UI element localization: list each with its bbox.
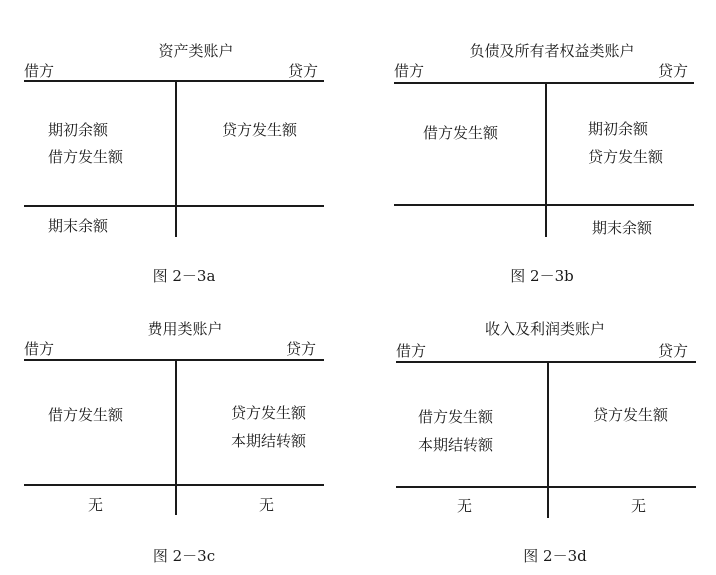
account-b-balance-rule	[394, 204, 694, 206]
account-c-balance-rule	[24, 484, 324, 486]
account-b-credit-label: 贷方	[658, 62, 689, 80]
account-a-credit-entry-1: 贷方发生额	[222, 121, 298, 139]
account-c-credit-ending: 无	[259, 496, 275, 514]
account-d-debit-entry-1: 借方发生额	[418, 408, 494, 426]
account-a-credit-label: 贷方	[288, 62, 319, 80]
account-a-title: 资产类账户	[158, 42, 234, 60]
account-c-debit-ending: 无	[88, 496, 104, 514]
account-a-debit-entry-1: 期初余额	[48, 121, 109, 139]
account-b-top-rule	[394, 82, 694, 84]
account-c-debit-entry-1: 借方发生额	[48, 406, 124, 424]
account-c-debit-label: 借方	[24, 340, 55, 358]
account-c-center-rule	[175, 359, 177, 515]
account-b-caption: 图 2－3b	[510, 267, 574, 285]
account-a-balance-rule	[24, 205, 324, 207]
account-b-credit-ending: 期末余额	[592, 219, 653, 237]
account-a-debit-entry-2: 借方发生额	[48, 148, 124, 166]
account-a-top-rule	[24, 80, 324, 82]
account-c-caption: 图 2－3c	[152, 547, 216, 565]
account-b-credit-entry-1: 期初余额	[588, 120, 649, 138]
account-d-title: 收入及利润类账户	[484, 320, 606, 338]
account-d-top-rule	[396, 361, 696, 363]
account-d-debit-ending: 无	[457, 497, 473, 515]
account-d-credit-label: 贷方	[658, 342, 689, 360]
account-a-debit-label: 借方	[24, 62, 55, 80]
account-b-debit-label: 借方	[394, 62, 425, 80]
account-b-credit-entry-2: 贷方发生额	[588, 148, 664, 166]
account-c-credit-entry-1: 贷方发生额	[231, 404, 307, 422]
account-d-credit-ending: 无	[631, 497, 647, 515]
account-d-center-rule	[547, 361, 549, 518]
account-b-center-rule	[545, 82, 547, 237]
account-c-credit-entry-2: 本期结转额	[231, 432, 307, 450]
account-a-debit-ending: 期末余额	[48, 217, 109, 235]
account-c-top-rule	[24, 359, 324, 361]
account-a-caption: 图 2－3a	[152, 267, 216, 285]
account-a-center-rule	[175, 80, 177, 237]
account-d-balance-rule	[396, 486, 696, 488]
account-b-title: 负债及所有者权益类账户	[469, 42, 635, 60]
account-d-debit-entry-2: 本期结转额	[418, 436, 494, 454]
account-d-caption: 图 2－3d	[523, 547, 587, 565]
account-c-title: 费用类账户	[147, 320, 223, 338]
account-b-debit-entry-1: 借方发生额	[423, 124, 499, 142]
account-c-credit-label: 贷方	[286, 340, 317, 358]
account-d-credit-entry-1: 贷方发生额	[593, 406, 669, 424]
account-d-debit-label: 借方	[396, 342, 427, 360]
